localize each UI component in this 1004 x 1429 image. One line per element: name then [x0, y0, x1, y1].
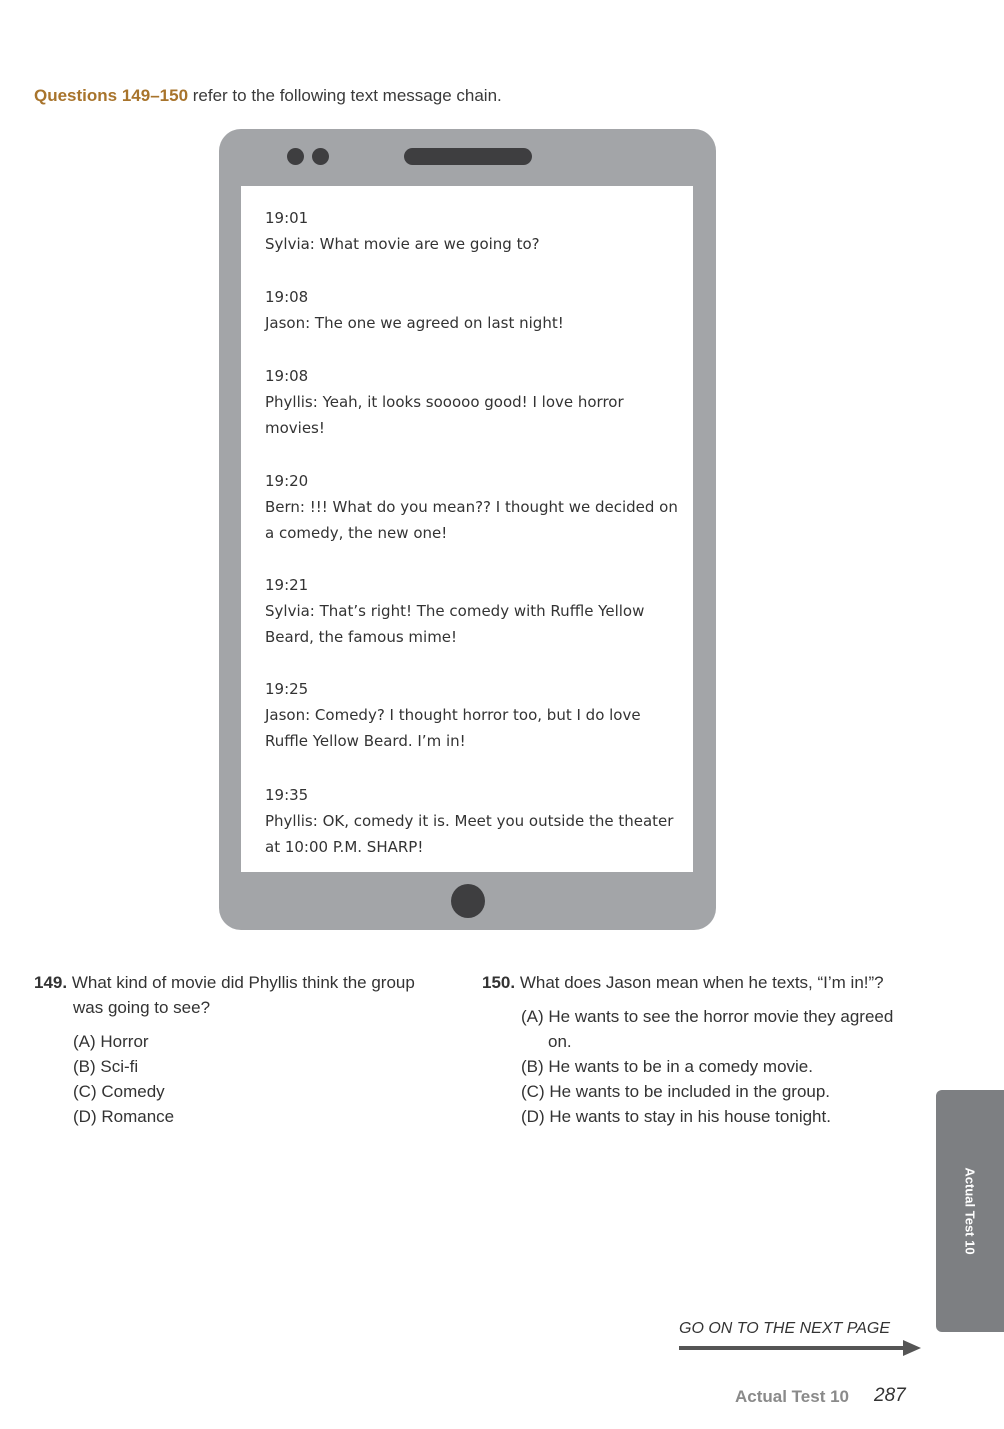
question-text: What does Jason mean when he texts, “I’m in!”? — [519, 973, 884, 992]
message-time: 19:21 — [265, 576, 309, 594]
message-text: Phyllis: Yeah, it looks sooooo good! I love horror movies! — [265, 393, 624, 437]
option-letter: (A) — [521, 1007, 544, 1026]
phone-illustration — [219, 129, 716, 930]
question-number: 149. — [34, 973, 68, 992]
option-text: He wants to see the horror movie they agreed on. — [548, 1007, 894, 1051]
message-time: 19:08 — [265, 367, 309, 385]
answer-option-b[interactable] — [73, 1054, 434, 1079]
side-tab — [936, 1090, 1004, 1332]
answer-options — [73, 1029, 434, 1129]
option-letter: (D) — [73, 1107, 97, 1126]
option-letter: (C) — [521, 1082, 545, 1101]
arrow-line-icon — [679, 1346, 905, 1350]
message — [265, 284, 685, 336]
home-button-icon — [451, 884, 485, 918]
message-time: 19:35 — [265, 786, 309, 804]
message — [265, 468, 685, 546]
option-letter: (B) — [73, 1057, 96, 1076]
option-text: Horror — [100, 1032, 149, 1051]
side-tab-label: Actual Test 10 — [962, 1167, 978, 1255]
message — [265, 782, 685, 860]
option-text: He wants to be included in the group. — [549, 1082, 831, 1101]
message — [265, 676, 685, 754]
question-stem — [482, 970, 907, 995]
camera-dot-icon — [312, 148, 329, 165]
answer-option-d[interactable] — [73, 1104, 434, 1129]
message-text: Sylvia: What movie are we going to? — [265, 235, 540, 253]
option-letter: (A) — [73, 1032, 96, 1051]
answer-options — [521, 1004, 907, 1129]
message — [265, 363, 685, 441]
answer-option-a[interactable] — [521, 1004, 907, 1054]
option-text: He wants to be in a comedy movie. — [548, 1057, 813, 1076]
message-text: Jason: Comedy? I thought horror too, but I do love Ruffle Yellow Beard. I’m in! — [265, 706, 641, 750]
option-text: Romance — [101, 1107, 175, 1126]
message-text: Sylvia: That’s right! The comedy with Ruffle Yellow Beard, the famous mime! — [265, 602, 645, 646]
question-text: What kind of movie did Phyllis think the group was going to see? — [71, 973, 415, 1017]
message-text: Bern: !!! What do you mean?? I thought we decided on a comedy, the new one! — [265, 498, 678, 542]
footer-test-title: Actual Test 10 — [735, 1387, 850, 1406]
option-letter: (B) — [521, 1057, 544, 1076]
message — [265, 205, 685, 257]
option-letter: (D) — [521, 1107, 545, 1126]
question-150 — [482, 970, 907, 1129]
message-text: Phyllis: OK, comedy it is. Meet you outside the theater at 10:00 P.M. SHARP! — [265, 812, 674, 856]
intro-text: refer to the following text message chain. — [188, 86, 502, 105]
option-letter: (C) — [73, 1082, 97, 1101]
option-text: Comedy — [101, 1082, 165, 1101]
intro-line — [34, 86, 502, 106]
message-time: 19:25 — [265, 680, 309, 698]
message-time: 19:20 — [265, 472, 309, 490]
question-range: Questions 149–150 — [34, 86, 189, 105]
page-number: 287 — [874, 1385, 906, 1406]
message-time: 19:01 — [265, 209, 309, 227]
phone-screen — [241, 186, 693, 872]
arrow-right-icon — [903, 1340, 921, 1356]
option-text: Sci-fi — [100, 1057, 139, 1076]
answer-option-c[interactable] — [73, 1079, 434, 1104]
question-stem — [34, 970, 434, 1020]
camera-dot-icon — [287, 148, 304, 165]
answer-option-b[interactable] — [521, 1054, 907, 1079]
answer-option-d[interactable] — [521, 1104, 907, 1129]
question-149 — [34, 970, 434, 1129]
option-text: He wants to stay in his house tonight. — [549, 1107, 831, 1126]
message-text: Jason: The one we agreed on last night! — [265, 314, 564, 332]
speaker-slot-icon — [404, 148, 532, 165]
message-time: 19:08 — [265, 288, 309, 306]
answer-option-a[interactable] — [73, 1029, 434, 1054]
go-on-link: GO ON TO THE NEXT PAGE — [679, 1320, 890, 1337]
message — [265, 572, 685, 650]
question-number: 150. — [482, 973, 516, 992]
answer-option-c[interactable] — [521, 1079, 907, 1104]
